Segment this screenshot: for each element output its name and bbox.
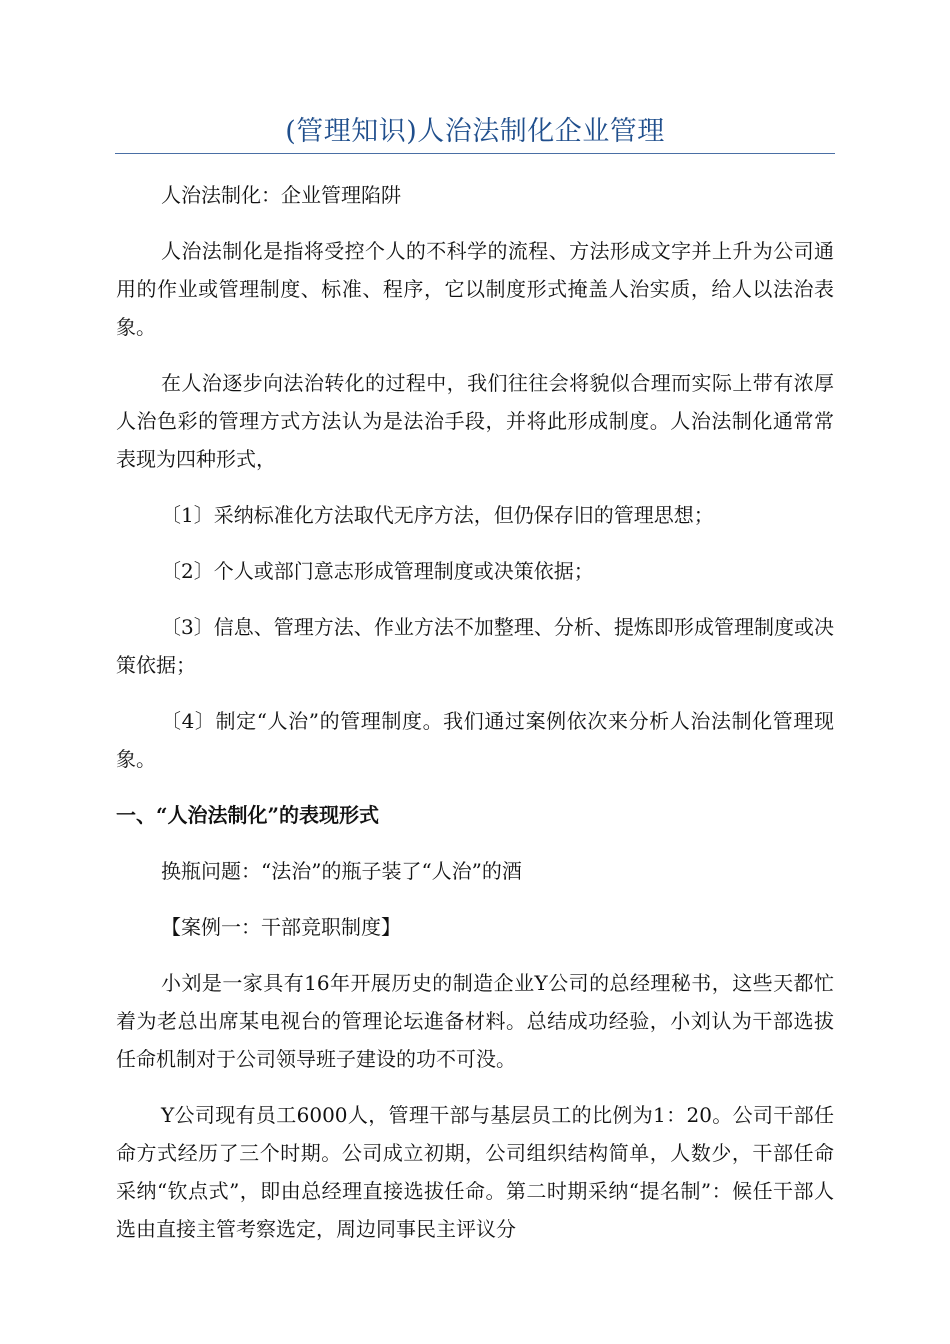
body-paragraph: 人治法制化是指将受控个人的不科学的流程、方法形成文字并上升为公司通用的作业或管理制度、标准、程序，它以制度形式掩盖人治实质，给人以法治表象。	[116, 239, 834, 339]
section-heading: 一、“人治法制化”的表现形式	[116, 803, 380, 827]
body-paragraph: 在人治逐步向法治转化的过程中，我们往往会将貌似合理而实际上带有浓厚人治色彩的管理方式方法认为是法治手段，并将此形成制度。人治法制化通常常表现为四种形式，	[116, 371, 834, 471]
body-paragraph: 换瓶问题：“法治”的瓶子装了“人治”的酒	[161, 859, 522, 883]
list-item: 〔2〕个人或部门意志形成管理制度或决策依据；	[161, 559, 594, 583]
title-underline	[115, 153, 835, 154]
subtitle-paragraph: 人治法制化：企业管理陷阱	[161, 183, 401, 207]
case-title: 【案例一：干部竞职制度】	[161, 915, 401, 939]
body-paragraph: Y公司现有员工6000人，管理干部与基层员工的比例为1：20。公司干部任命方式经历了三个时期。公司成立初期，公司组织结构简单，人数少，干部任命采纳“钦点式”，即由总经理直接选拔任命。第二时期采纳“提名制”：候任干部人选由直接主管考察选定，周边同事民主评议分	[116, 1103, 834, 1241]
list-item: 〔4〕制定“人治”的管理制度。我们通过案例依次来分析人治法制化管理现象。	[116, 709, 834, 771]
body-paragraph: 小刘是一家具有16年开展历史的制造企业Y公司的总经理秘书，这些天都忙着为老总出席某电视台的管理论坛進备材料。总结成功经验，小刘认为干部选拔任命机制对于公司领导班子建设的功不可没。	[116, 971, 834, 1071]
page-title: (管理知识)人治法制化企业管理	[285, 116, 665, 147]
document-body	[116, 176, 834, 1266]
list-item: 〔3〕信息、管理方法、作业方法不加整理、分析、提炼即形成管理制度或决策依据；	[116, 615, 834, 677]
list-item: 〔1〕采纳标准化方法取代无序方法，但仍保存旧的管理思想；	[161, 503, 714, 527]
